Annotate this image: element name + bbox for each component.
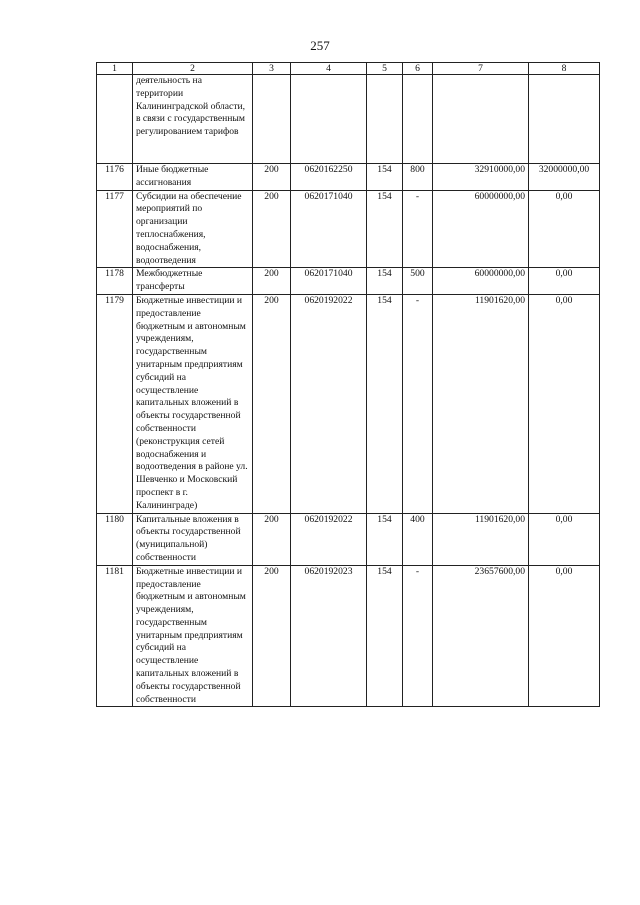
amount-cell: 11901620,00 — [433, 513, 529, 565]
column-header: 3 — [253, 63, 291, 75]
row-number-cell: 1176 — [97, 164, 133, 191]
amount-second-cell: 0,00 — [529, 294, 600, 513]
amount-second-cell: 32000000,00 — [529, 164, 600, 191]
item-name-cell: Капитальные вложения в объекты государственной (муниципальной) собственности — [133, 513, 253, 565]
column-header: 5 — [367, 63, 403, 75]
amount-second-cell — [529, 75, 600, 164]
amount-cell: 32910000,00 — [433, 164, 529, 191]
amount-second-cell: 0,00 — [529, 513, 600, 565]
item-name-cell: Межбюджетные трансферты — [133, 268, 253, 295]
amount-cell: 60000000,00 — [433, 190, 529, 268]
target-code-cell: 0620192023 — [291, 565, 367, 707]
table-row — [97, 190, 600, 268]
column-header: 6 — [403, 63, 433, 75]
section-code-cell: 200 — [253, 565, 291, 707]
code5-cell: 154 — [367, 190, 403, 268]
amount-cell: 23657600,00 — [433, 565, 529, 707]
target-code-cell: 0620171040 — [291, 190, 367, 268]
item-name-cell: Бюджетные инвестиции и предоставление бюджетным и автономным учреждениям, государственным унитарным предприятиям субсидий на осуществление капитальных вложений в объекты государственной собственности — [133, 565, 253, 707]
column-header: 1 — [97, 63, 133, 75]
expense-type-cell: - — [403, 190, 433, 268]
row-number-cell: 1180 — [97, 513, 133, 565]
item-name-cell: Бюджетные инвестиции и предоставление бюджетным и автономным учреждениям, государственным унитарным предприятиям субсидий на осуществление капитальных вложений в объекты государственной собственности (реконструкция сетей водоснабжения и водоотведения в районе ул. Шевченко и Московский проспект в г. Калининграде) — [133, 294, 253, 513]
code5-cell: 154 — [367, 294, 403, 513]
table-row — [97, 75, 600, 164]
table-row — [97, 565, 600, 707]
table-row — [97, 164, 600, 191]
target-code-cell: 0620192022 — [291, 294, 367, 513]
page-number: 257 — [310, 38, 330, 53]
column-number-row — [97, 63, 600, 75]
row-number-cell — [97, 75, 133, 164]
code5-cell — [367, 75, 403, 164]
column-header: 7 — [433, 63, 529, 75]
amount-cell — [433, 75, 529, 164]
budget-table — [96, 62, 600, 707]
section-code-cell: 200 — [253, 164, 291, 191]
table-row — [97, 268, 600, 295]
item-name-cell: Субсидии на обеспечение мероприятий по организации теплоснабжения, водоснабжения, водоотведения — [133, 190, 253, 268]
section-code-cell — [253, 75, 291, 164]
code5-cell: 154 — [367, 565, 403, 707]
amount-cell: 11901620,00 — [433, 294, 529, 513]
row-number-cell: 1177 — [97, 190, 133, 268]
expense-type-cell — [403, 75, 433, 164]
column-header: 8 — [529, 63, 600, 75]
section-code-cell: 200 — [253, 513, 291, 565]
amount-second-cell: 0,00 — [529, 268, 600, 295]
column-header: 4 — [291, 63, 367, 75]
target-code-cell: 0620192022 — [291, 513, 367, 565]
section-code-cell: 200 — [253, 190, 291, 268]
amount-second-cell: 0,00 — [529, 190, 600, 268]
row-number-cell: 1181 — [97, 565, 133, 707]
target-code-cell: 0620171040 — [291, 268, 367, 295]
code5-cell: 154 — [367, 164, 403, 191]
target-code-cell — [291, 75, 367, 164]
item-name-cell: деятельность на территории Калининградской области, в связи с государственным регулированием тарифов — [133, 75, 253, 164]
table-row — [97, 513, 600, 565]
expense-type-cell: - — [403, 565, 433, 707]
column-header: 2 — [133, 63, 253, 75]
amount-second-cell: 0,00 — [529, 565, 600, 707]
expense-type-cell: 800 — [403, 164, 433, 191]
table-row — [97, 294, 600, 513]
expense-type-cell: - — [403, 294, 433, 513]
section-code-cell: 200 — [253, 268, 291, 295]
section-code-cell: 200 — [253, 294, 291, 513]
row-number-cell: 1179 — [97, 294, 133, 513]
expense-type-cell: 400 — [403, 513, 433, 565]
target-code-cell: 0620162250 — [291, 164, 367, 191]
amount-cell: 60000000,00 — [433, 268, 529, 295]
code5-cell: 154 — [367, 513, 403, 565]
code5-cell: 154 — [367, 268, 403, 295]
item-name-cell: Иные бюджетные ассигнования — [133, 164, 253, 191]
expense-type-cell: 500 — [403, 268, 433, 295]
row-number-cell: 1178 — [97, 268, 133, 295]
